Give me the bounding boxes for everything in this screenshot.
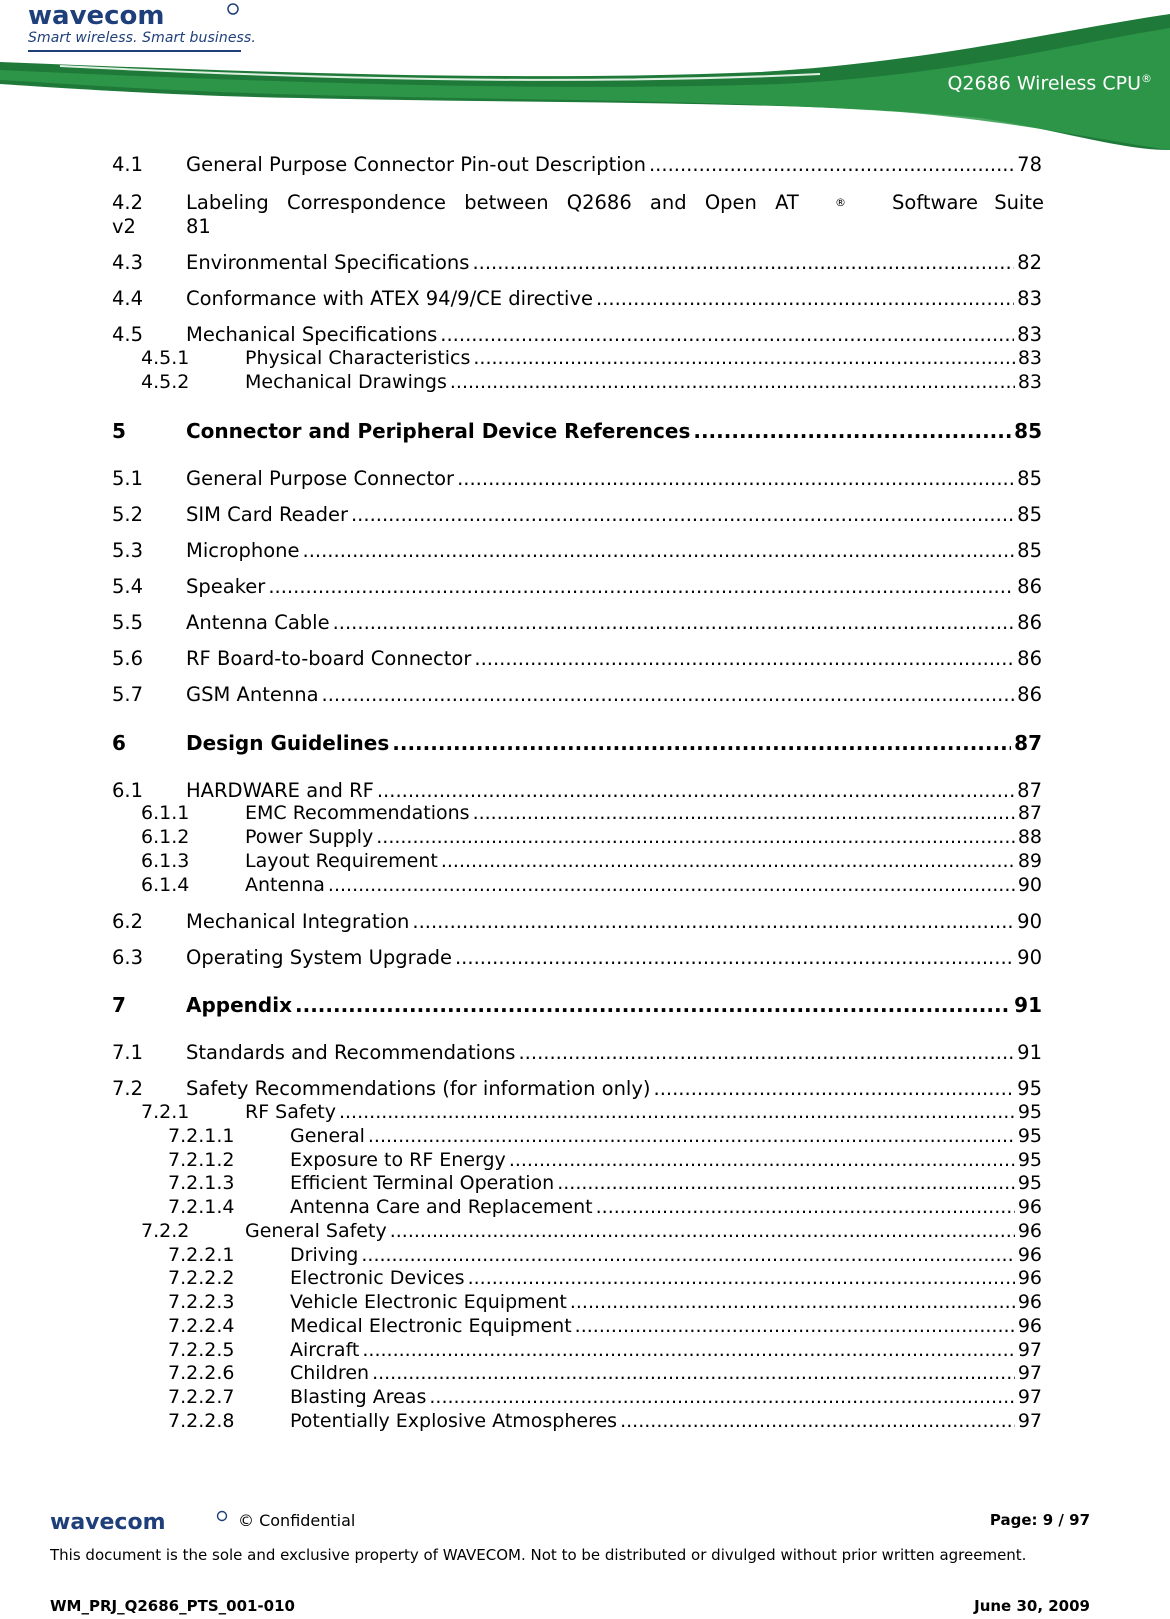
- toc-entry-number: 7.2.2.3: [168, 1291, 235, 1313]
- toc-leader-dots: [473, 802, 1015, 824]
- toc-chapter-entry[interactable]: [112, 419, 1042, 443]
- toc-entry[interactable]: [168, 1244, 1042, 1266]
- toc-entry[interactable]: [168, 1315, 1042, 1337]
- toc-leader-dots: [693, 419, 1011, 443]
- toc-leader-dots: [473, 347, 1014, 369]
- toc-entry[interactable]: [141, 1220, 1042, 1242]
- toc-entry[interactable]: [112, 467, 1042, 490]
- toc-entry-number: 7.2.1.3: [168, 1172, 235, 1194]
- toc-entry-title: Aircraft: [290, 1339, 360, 1361]
- toc-entry[interactable]: [112, 287, 1042, 310]
- toc-entry-page: 82: [1017, 251, 1042, 274]
- toc-leader-dots: [441, 850, 1015, 872]
- toc-entry[interactable]: [112, 779, 1042, 802]
- toc-entry[interactable]: [112, 910, 1042, 933]
- toc-entry-title: Antenna Care and Replacement: [290, 1196, 593, 1218]
- toc-entry-page: 97: [1017, 1386, 1042, 1408]
- toc-entry-number: 4.5: [112, 323, 144, 346]
- brand-tagline: Smart wireless. Smart business.: [28, 30, 256, 46]
- toc-entry-page: 96: [1017, 1267, 1042, 1289]
- toc-entry-number: 7: [112, 993, 126, 1017]
- toc-entry-page: 83: [1017, 323, 1042, 346]
- toc-entry-title: HARDWARE and RF: [186, 779, 374, 802]
- registered-mark: ®: [834, 196, 846, 209]
- toc-entry-number: 7.2.2.6: [168, 1362, 235, 1384]
- toc-entry[interactable]: [141, 802, 1042, 824]
- toc-entry-title: Environmental Specifications: [186, 251, 470, 274]
- toc-entry-page: 87: [1014, 731, 1042, 755]
- toc-leader-dots: [474, 647, 1014, 670]
- registered-mark: ®: [1141, 72, 1152, 85]
- footer-date: June 30, 2009: [974, 1597, 1090, 1615]
- toc-entry-number: 7.2.2: [141, 1220, 190, 1242]
- toc-entry-number: 6.3: [112, 946, 144, 969]
- toc-entry-title: Efficient Terminal Operation: [290, 1172, 555, 1194]
- toc-chapter-entry[interactable]: [112, 993, 1042, 1017]
- toc-entry-page: 86: [1017, 647, 1042, 670]
- toc-entry[interactable]: [112, 647, 1042, 670]
- toc-leader-dots: [390, 1220, 1015, 1242]
- toc-entry-page: 95: [1017, 1125, 1042, 1147]
- toc-entry-number: 6.1: [112, 779, 144, 802]
- toc-entry-title: Speaker: [186, 575, 266, 598]
- toc-entry-number: 5.7: [112, 683, 144, 706]
- toc-leader-dots: [596, 287, 1014, 310]
- toc-entry-page: 96: [1017, 1196, 1042, 1218]
- toc-entry-page: 95: [1017, 1077, 1042, 1100]
- toc-entry-title: Driving: [290, 1244, 359, 1266]
- toc-entry-number: 6.2: [112, 910, 144, 933]
- toc-entry-page: 83: [1017, 371, 1042, 393]
- toc-entry-number: 7.2.2.2: [168, 1267, 235, 1289]
- toc-entry-title: Antenna: [245, 874, 325, 896]
- toc-entry-page: 81: [186, 215, 211, 238]
- toc-entry[interactable]: [168, 1149, 1042, 1171]
- toc-entry-title: Microphone: [186, 539, 300, 562]
- toc-entry-title: RF Safety: [245, 1101, 336, 1123]
- toc-leader-dots: [649, 153, 1014, 176]
- toc-entry-number: 7.2.2.4: [168, 1315, 235, 1337]
- toc-entry-title: Design Guidelines: [186, 731, 390, 755]
- toc-entry-number: 7.2.2.5: [168, 1339, 235, 1361]
- toc-leader-dots: [570, 1291, 1015, 1313]
- toc-entry-title: Mechanical Specifications: [186, 323, 438, 346]
- toc-entry-title: Conformance with ATEX 94/9/CE directive: [186, 287, 593, 310]
- toc-entry-number: 7.2: [112, 1077, 144, 1100]
- toc-entry-number: 5.1: [112, 467, 144, 490]
- toc-entry-number: 7.2.1.4: [168, 1196, 235, 1218]
- toc-leader-dots: [351, 503, 1014, 526]
- toc-leader-dots: [412, 910, 1014, 933]
- toc-entry[interactable]: [168, 1172, 1042, 1194]
- toc-entry-title: RF Board-to-board Connector: [186, 647, 472, 670]
- toc-entry-title: Standards and Recommendations: [186, 1041, 516, 1064]
- footer-wavecom-logo-icon: [50, 1510, 230, 1532]
- toc-entry-page: 86: [1017, 575, 1042, 598]
- toc-leader-dots: [322, 683, 1015, 706]
- toc-entry-page: 90: [1017, 874, 1042, 896]
- toc-entry-number: 7.2.1.2: [168, 1149, 235, 1171]
- toc-entry[interactable]: [168, 1339, 1042, 1361]
- toc-entry-number: 7.2.1.1: [168, 1125, 235, 1147]
- toc-leader-dots: [450, 371, 1015, 393]
- toc-entry-title: Mechanical Integration: [186, 910, 410, 933]
- toc-entry-wrapped[interactable]: [112, 191, 1057, 239]
- toc-entry-number: 7.2.1: [141, 1101, 190, 1123]
- toc-entry-number: 7.2.2.1: [168, 1244, 235, 1266]
- toc-entry-page: 85: [1017, 467, 1042, 490]
- toc-chapter-entry[interactable]: [112, 731, 1042, 755]
- toc-entry-title-part: Software Suite: [892, 191, 1044, 214]
- toc-entry-title: Safety Recommendations (for information only): [186, 1077, 651, 1100]
- toc-entry[interactable]: [112, 503, 1042, 526]
- toc-entry-title: Power Supply: [245, 826, 374, 848]
- toc-leader-dots: [596, 1196, 1015, 1218]
- toc-entry[interactable]: [168, 1267, 1042, 1289]
- toc-entry[interactable]: [112, 1077, 1042, 1100]
- toc-entry[interactable]: [141, 874, 1042, 896]
- toc-entry[interactable]: [141, 1101, 1042, 1123]
- toc-leader-dots: [457, 467, 1014, 490]
- toc-entry-number-tail: v2: [112, 215, 136, 238]
- toc-entry[interactable]: [112, 153, 1042, 176]
- toc-entry-title: Potentially Explosive Atmospheres: [290, 1410, 618, 1432]
- footer-wavecom-logo-text: wavecom: [50, 1510, 166, 1532]
- toc-entry-title: GSM Antenna: [186, 683, 319, 706]
- toc-entry-title: Appendix: [186, 993, 292, 1017]
- toc-entry-title: Vehicle Electronic Equipment: [290, 1291, 567, 1313]
- toc-leader-dots: [328, 874, 1015, 896]
- toc-leader-dots: [472, 251, 1014, 274]
- toc-entry-number: 4.3: [112, 251, 144, 274]
- toc-entry-number: 4.1: [112, 153, 144, 176]
- toc-entry-number: 5.5: [112, 611, 144, 634]
- toc-entry-number: 6.1.2: [141, 826, 190, 848]
- toc-leader-dots: [557, 1172, 1015, 1194]
- toc-entry-page: 95: [1017, 1172, 1042, 1194]
- toc-entry-title: Operating System Upgrade: [186, 946, 452, 969]
- toc-entry-page: 83: [1017, 287, 1042, 310]
- toc-entry-page: 96: [1017, 1291, 1042, 1313]
- toc-leader-dots: [518, 1041, 1014, 1064]
- footer-confidential: © Confidential: [238, 1511, 356, 1530]
- toc-entry-number: 5.6: [112, 647, 144, 670]
- toc-entry[interactable]: [168, 1410, 1042, 1432]
- toc-leader-dots: [509, 1149, 1015, 1171]
- toc-entry-title-part: Labeling Correspondence between Q2686 and Open AT: [186, 191, 799, 214]
- toc-entry[interactable]: [112, 323, 1042, 346]
- toc-leader-dots: [429, 1386, 1014, 1408]
- toc-entry-page: 85: [1017, 539, 1042, 562]
- toc-entry[interactable]: [168, 1125, 1042, 1147]
- toc-entry-number: 5: [112, 419, 126, 443]
- toc-leader-dots: [339, 1101, 1015, 1123]
- toc-entry-number: 6.1.3: [141, 850, 190, 872]
- toc-leader-dots: [377, 779, 1014, 802]
- toc-entry-title: Mechanical Drawings: [245, 371, 447, 393]
- toc-entry-title: Electronic Devices: [290, 1267, 465, 1289]
- toc-entry-number: 6.1.1: [141, 802, 190, 824]
- toc-entry-title: Exposure to RF Energy: [290, 1149, 506, 1171]
- toc-entry-number: 4.4: [112, 287, 144, 310]
- toc-entry-page: 86: [1017, 683, 1042, 706]
- toc-entry[interactable]: [141, 371, 1042, 393]
- toc-entry-number: 4.5.2: [141, 371, 190, 393]
- footer-page-number: Page: 9 / 97: [989, 1511, 1090, 1529]
- toc-entry-title: Blasting Areas: [290, 1386, 427, 1408]
- footer-document-id: WM_PRJ_Q2686_PTS_001-010: [50, 1597, 295, 1615]
- toc-entry[interactable]: [112, 683, 1042, 706]
- toc-entry-title: SIM Card Reader: [186, 503, 348, 526]
- toc-leader-dots: [376, 826, 1015, 848]
- toc-leader-dots: [362, 1339, 1014, 1361]
- toc-entry[interactable]: [168, 1362, 1042, 1384]
- toc-entry[interactable]: [141, 347, 1042, 369]
- toc-entry-number: 6: [112, 731, 126, 755]
- toc-entry[interactable]: [168, 1196, 1042, 1218]
- toc-entry-number: 5.3: [112, 539, 144, 562]
- toc-leader-dots: [372, 1362, 1015, 1384]
- toc-leader-dots: [333, 611, 1015, 634]
- toc-entry-title: EMC Recommendations: [245, 802, 470, 824]
- toc-leader-dots: [440, 323, 1014, 346]
- toc-entry-number: 7.2.2.7: [168, 1386, 235, 1408]
- toc-entry[interactable]: [112, 946, 1042, 969]
- toc-entry[interactable]: [141, 850, 1042, 872]
- toc-entry-title: General: [290, 1125, 365, 1147]
- toc-entry-page: 78: [1017, 153, 1042, 176]
- toc-entry-title: General Safety: [245, 1220, 387, 1242]
- toc-entry-number: 5.4: [112, 575, 144, 598]
- toc-entry-page: 83: [1017, 347, 1042, 369]
- toc-entry-page: 86: [1017, 611, 1042, 634]
- toc-entry-page: 90: [1017, 946, 1042, 969]
- toc-entry-page: 97: [1017, 1339, 1042, 1361]
- toc-entry[interactable]: [168, 1291, 1042, 1313]
- toc-leader-dots: [575, 1315, 1015, 1337]
- toc-entry-number: 7.1: [112, 1041, 144, 1064]
- toc-entry-number: 4.5.1: [141, 347, 190, 369]
- toc-entry-page: 85: [1014, 419, 1042, 443]
- toc-leader-dots: [654, 1077, 1015, 1100]
- toc-entry-page: 97: [1017, 1410, 1042, 1432]
- toc-entry[interactable]: [112, 539, 1042, 562]
- toc-leader-dots: [295, 993, 1011, 1017]
- toc-entry-title: General Purpose Connector Pin-out Description: [186, 153, 646, 176]
- toc-entry-title: Connector and Peripheral Device References: [186, 419, 691, 443]
- toc-entry[interactable]: [112, 1041, 1042, 1064]
- toc-entry-page: 96: [1017, 1244, 1042, 1266]
- toc-entry-page: 97: [1017, 1362, 1042, 1384]
- toc-leader-dots: [455, 946, 1014, 969]
- toc-entry[interactable]: [112, 251, 1042, 274]
- toc-entry-title: Physical Characteristics: [245, 347, 471, 369]
- toc-entry-title: Children: [290, 1362, 370, 1384]
- toc-entry[interactable]: [112, 611, 1042, 634]
- toc-leader-dots: [268, 575, 1014, 598]
- toc-leader-dots: [303, 539, 1015, 562]
- toc-entry-number: 7.2.2.8: [168, 1410, 235, 1432]
- toc-entry-page: 95: [1017, 1101, 1042, 1123]
- toc-entry-title-line: [186, 191, 1044, 215]
- toc-entry-title: General Purpose Connector: [186, 467, 455, 490]
- footer-notice: This document is the sole and exclusive property of WAVECOM. Not to be distributed or divulged without prior written agreement.: [50, 1546, 1027, 1564]
- toc-entry[interactable]: [112, 575, 1042, 598]
- toc-entry-page: 90: [1017, 910, 1042, 933]
- toc-entry-page: 95: [1017, 1149, 1042, 1171]
- toc-entry[interactable]: [168, 1386, 1042, 1408]
- toc-entry-page: 96: [1017, 1315, 1042, 1337]
- toc-entry-page: 91: [1014, 993, 1042, 1017]
- toc-entry-page: 88: [1017, 826, 1042, 848]
- toc-entry-number: 4.2: [112, 191, 144, 214]
- toc-entry-page: 96: [1017, 1220, 1042, 1242]
- toc-entry-page: 89: [1017, 850, 1042, 872]
- toc-entry-page: 87: [1017, 779, 1042, 802]
- toc-entry-title: Layout Requirement: [245, 850, 438, 872]
- toc-leader-dots: [368, 1125, 1015, 1147]
- product-name-text: Q2686 Wireless CPU: [947, 72, 1141, 95]
- toc-leader-dots: [468, 1267, 1015, 1289]
- toc-entry[interactable]: [141, 826, 1042, 848]
- toc-entry-title: Antenna Cable: [186, 611, 330, 634]
- wavecom-logo-text: wavecom: [28, 2, 165, 30]
- toc-leader-dots: [620, 1410, 1015, 1432]
- toc-entry-number: 6.1.4: [141, 874, 190, 896]
- toc-entry-page: 91: [1017, 1041, 1042, 1064]
- toc-entry-number: 5.2: [112, 503, 144, 526]
- toc-entry-page: 87: [1017, 802, 1042, 824]
- toc-entry-title: Medical Electronic Equipment: [290, 1315, 572, 1337]
- toc-entry-page: 85: [1017, 503, 1042, 526]
- toc-leader-dots: [392, 731, 1011, 755]
- toc-leader-dots: [361, 1244, 1014, 1266]
